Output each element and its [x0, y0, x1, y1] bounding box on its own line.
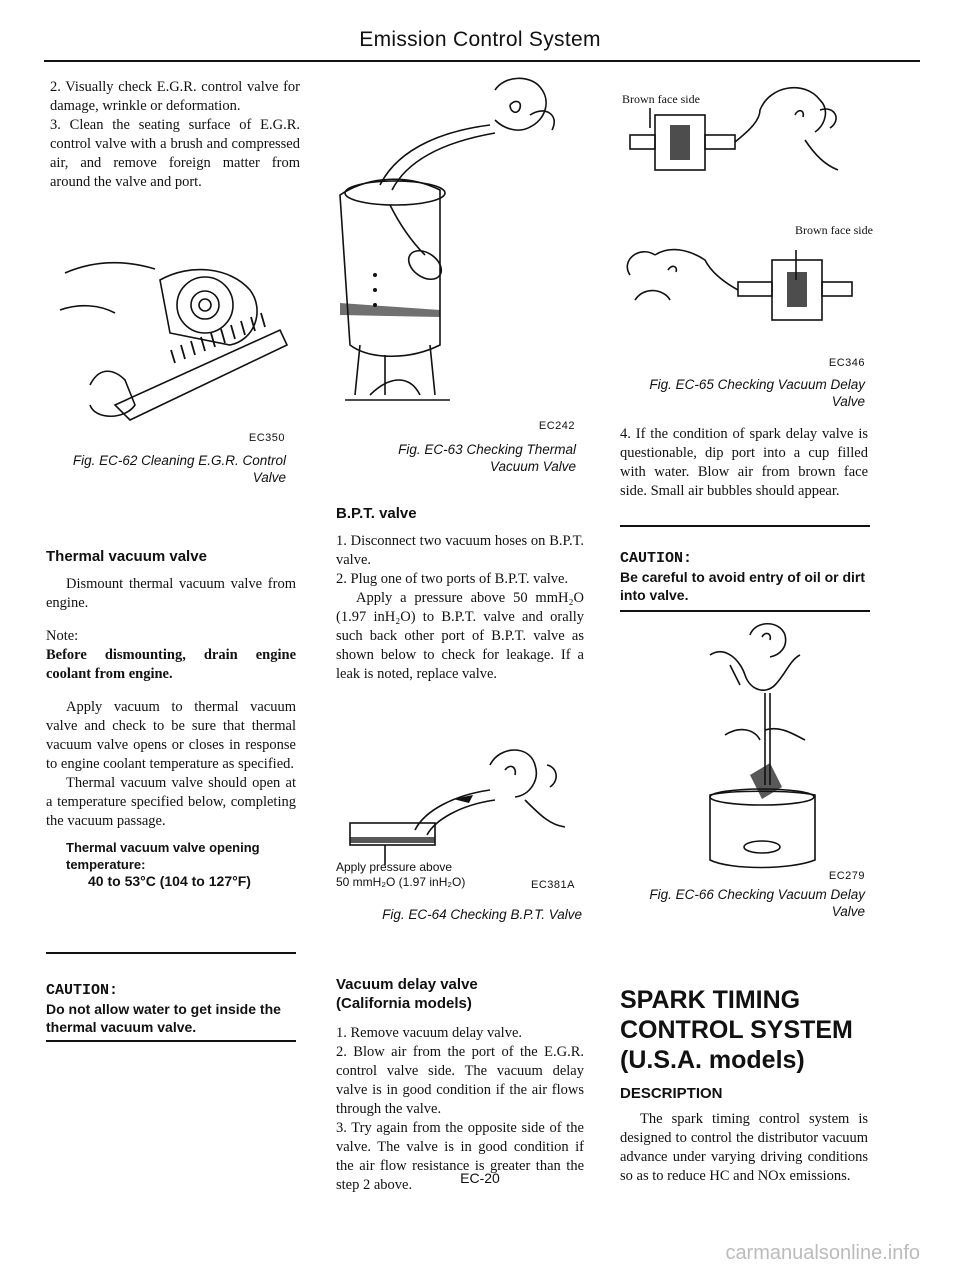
- vdv-heading-1: Vacuum delay valve: [336, 976, 478, 993]
- opening-value: 40 to 53°C (104 to 127°F): [88, 873, 251, 889]
- bpt-step1: 1. Disconnect two vacuum hoses on B.P.T. valve.: [336, 533, 584, 568]
- bpt-step2: 2. Plug one of two ports of B.P.T. valve.: [336, 571, 569, 587]
- page-number: EC-20: [460, 1170, 500, 1186]
- fig65-code: EC346: [828, 357, 865, 369]
- tvv-p3: Thermal vacuum valve should open at a temperature specified below, completing the vacuum passage.: [46, 775, 296, 829]
- opening-label-2: temperature:: [66, 857, 146, 872]
- note-label: Note:: [46, 628, 79, 644]
- fig64-code: EC381A: [531, 879, 575, 891]
- fig62-code: EC350: [248, 432, 285, 444]
- caution2-text: Be careful to avoid entry of oil or dirt into valve.: [620, 569, 866, 603]
- tvv-heading: Thermal vacuum valve: [46, 548, 207, 565]
- watermark: carmanualsonline.info: [725, 1242, 920, 1264]
- fig66-caption: [625, 886, 865, 920]
- fig63-caption: [340, 441, 576, 475]
- description-heading: DESCRIPTION: [620, 1085, 723, 1102]
- fig64-label-2: 50 mmH₂O (1.97 inH₂O): [336, 875, 466, 889]
- fig62-caption: [50, 452, 286, 486]
- vdv-step2: 2. Blow air from the port of the E.G.R. control valve side. The vacuum delay valve is in good condition if the air flows through the valve.: [336, 1044, 584, 1117]
- step-2: 2. Visually check E.G.R. control valve for damage, wrinkle or deformation.: [50, 79, 300, 114]
- vdv-step1: 1. Remove vacuum delay valve.: [336, 1025, 523, 1041]
- fig65-illustration: [610, 80, 880, 350]
- description-text: The spark timing control system is designed to control the distributor vacuum advance under varying driving conditions so as to reduce HC and NOx emissions.: [620, 1111, 868, 1184]
- fig65-caption-line1: Fig. EC-65 Checking Vacuum Delay: [649, 377, 865, 392]
- section-heading-1: SPARK TIMING: [620, 986, 801, 1014]
- bpt-paragraph: Apply a pressure above 50 mmH₂O (1.97 inH₂O) to B.P.T. valve and orally such back other port of B.P.T. valve as shown below to check for leakage. If a leak is noted, replace valve.: [336, 590, 584, 682]
- section-heading-3: (U.S.A. models): [620, 1046, 805, 1074]
- opening-spec: [46, 839, 296, 890]
- fig65-label-top: Brown face side: [622, 92, 700, 106]
- fig64-illustration: [335, 745, 590, 865]
- fig62-illustration: [55, 255, 295, 425]
- step-4: 4. If the condition of spark delay valve is questionable, dip port into a cup filled with water. Blow air from brown face side. Small air bubbles should appear.: [620, 426, 868, 499]
- fig64-caption: Fig. EC-64 Checking B.P.T. Valve: [382, 907, 582, 922]
- col1-steps: [50, 78, 300, 192]
- col3-step4: [620, 425, 868, 501]
- fig63-caption-line2: Vacuum Valve: [489, 459, 576, 474]
- caution1-bottom-rule: [46, 1040, 296, 1042]
- fig66-caption-line2: Valve: [831, 904, 865, 919]
- vdv-step3: 3. Try again from the opposite side of the valve. The valve is in good condition if the air flow resistance is greater than the step 2 above.: [336, 1120, 584, 1193]
- tvv-body: [46, 575, 296, 890]
- fig62-caption-line2: Valve: [252, 470, 286, 485]
- fig63-caption-line1: Fig. EC-63 Checking Thermal: [398, 442, 576, 457]
- tvv-p1: Dismount thermal vacuum valve from engine.: [46, 576, 296, 611]
- fig65-label-mid: Brown face side: [795, 223, 873, 237]
- fig66-caption-line1: Fig. EC-66 Checking Vacuum Delay: [649, 887, 865, 902]
- fig66-code: EC279: [828, 870, 865, 882]
- vdv-heading: [336, 975, 478, 1013]
- note-text: Before dismounting, drain engine coolant from engine.: [46, 647, 296, 682]
- caution1-text: Do not allow water to get inside the thermal vacuum valve.: [46, 1001, 281, 1035]
- bpt-heading: B.P.T. valve: [336, 505, 417, 522]
- caution2-heading: CAUTION:: [620, 550, 693, 567]
- caution1-heading: CAUTION:: [46, 982, 119, 999]
- opening-label-1: Thermal vacuum valve opening: [66, 840, 260, 855]
- fig64-label: [336, 860, 465, 890]
- fig63-code: EC242: [538, 420, 575, 432]
- caution2-bottom-rule: [620, 610, 870, 612]
- caution2-top-rule: [620, 525, 870, 527]
- fig63-illustration: [330, 75, 590, 415]
- header-rule: [44, 60, 920, 62]
- tvv-p2: Apply vacuum to thermal vacuum valve and check to be sure that thermal vacuum valve opens or closes in response to engine coolant temperature as specified.: [46, 699, 296, 772]
- section-heading-2: CONTROL SYSTEM: [620, 1016, 853, 1044]
- fig64-label-1: Apply pressure above: [336, 860, 453, 874]
- fig65-caption-line2: Valve: [831, 394, 865, 409]
- bpt-body: [336, 532, 584, 684]
- vdv-heading-2: (California models): [336, 995, 472, 1012]
- fig66-illustration: [670, 615, 850, 875]
- caution1-top-rule: [46, 952, 296, 954]
- section-heading: [620, 985, 880, 1075]
- step-3: 3. Clean the seating surface of E.G.R. control valve with a brush and compressed air, and remove foreign matter from around the valve and port.: [50, 117, 300, 190]
- page-header: Emission Control System: [359, 28, 601, 51]
- fig65-caption: [625, 376, 865, 410]
- fig62-caption-line1: Fig. EC-62 Cleaning E.G.R. Control: [72, 453, 286, 468]
